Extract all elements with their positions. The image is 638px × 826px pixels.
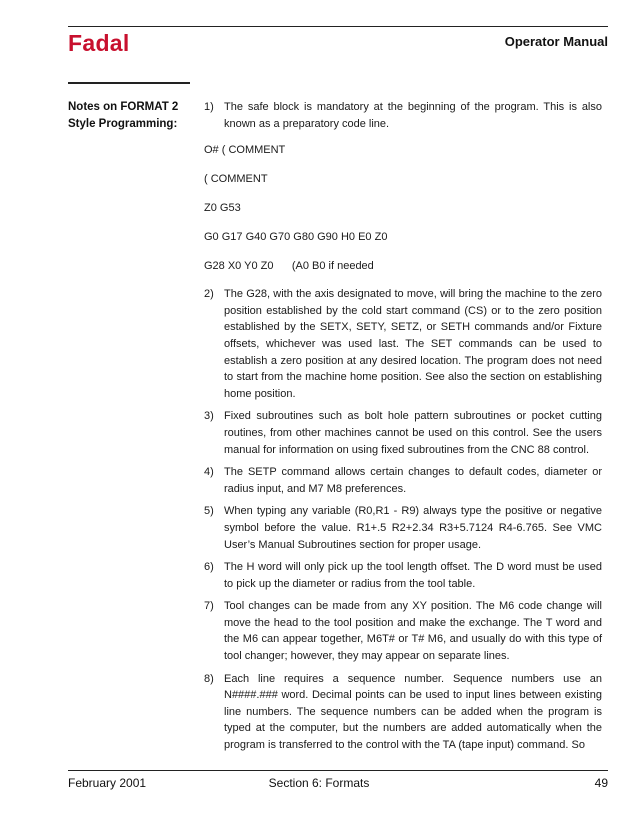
note-text: The G28, with the axis designated to move, will bring the machine to the zero position established by the cold start command (CS) or to the zero position established by the SETX, SETY, SETZ, or SETH commands and/or Fixture offsets, whichever was used last. The SET commands can be used to establish a zero position at any desired location. The program does not need to start from the machine home position. See also the section on establishing home position. [224,288,602,400]
code-line: G28 X0 Y0 Z0 (A0 B0 if needed [204,260,374,273]
note-item [204,286,602,402]
note-number: 5) [204,505,214,518]
note-item [204,503,602,553]
code-line: O# ( COMMENT [204,144,286,157]
note-text: Fixed subroutines such as bolt hole pattern subroutines or pocket cutting routines, from other machines cannot be used on this control. See the users manual for information on using fixed subroutines from the CNC 88 control. [224,410,602,456]
brand-logo: Fadal [68,30,130,56]
note-number: 3) [204,410,214,423]
note-number: 8) [204,672,214,685]
footer-rule [68,770,608,771]
note-text: Tool changes can be made from any XY position. The M6 code change will move the head to the tool position and make the exchange. The T word and the M6 can appear together, M6T# or T# M6, and usually do with this type of tool changer; however, they may appear on separate lines. [224,600,602,663]
note-number: 7) [204,600,214,613]
note-item [204,464,602,497]
note-item [204,598,602,664]
footer-date: February 2001 [68,776,147,790]
note-item [204,559,602,592]
note-text: The safe block is mandatory at the beginning of the program. This is also known as a preparatory code line. [224,101,602,130]
note-item [204,671,602,754]
note-text: Each line requires a sequence number. Sequence numbers use an N####.### word. Decimal points can be used to input lines between existing line numbers. The sequence numbers can be added when the program is typed at the computer, but the numbers are added automatically when the program is transferred to the control with the TA (tape input) command. So [224,672,602,752]
footer-section: Section 6: Formats [268,776,370,790]
header-rule [68,26,608,27]
note-number: 6) [204,561,214,574]
code-line: Z0 G53 [204,202,241,215]
note-item [204,99,602,132]
note-number: 1) [204,101,214,113]
note-number: 4) [204,466,214,479]
document-title: Operator Manual [504,34,608,49]
code-line: ( COMMENT [204,173,268,186]
note-number: 2) [204,288,214,301]
note-text: The H word will only pick up the tool length offset. The D word must be used to pick up the diameter or radius from the tool table. [224,561,602,590]
note-text: The SETP command allows certain changes to default codes, diameter or radius input, and M7 M8 preferences. [224,466,602,495]
note-item [204,408,602,458]
sidebar-heading-line1: Notes on FORMAT 2 [68,101,179,113]
page-number: 49 [594,776,608,790]
code-line: G0 G17 G40 G70 G80 G90 H0 E0 Z0 [204,231,388,244]
sidebar-heading-line2: Style Programming: [68,118,178,130]
main-content [204,99,602,754]
sidebar-heading [68,99,193,133]
note-text: When typing any variable (R0,R1 - R9) always type the positive or negative symbol before the value. R1+.5 R2+2.34 R3+5.7124 R4-6.765. See VMC User’s Manual Subroutines section for proper usage. [224,505,602,551]
sidebar-rule [68,82,190,84]
